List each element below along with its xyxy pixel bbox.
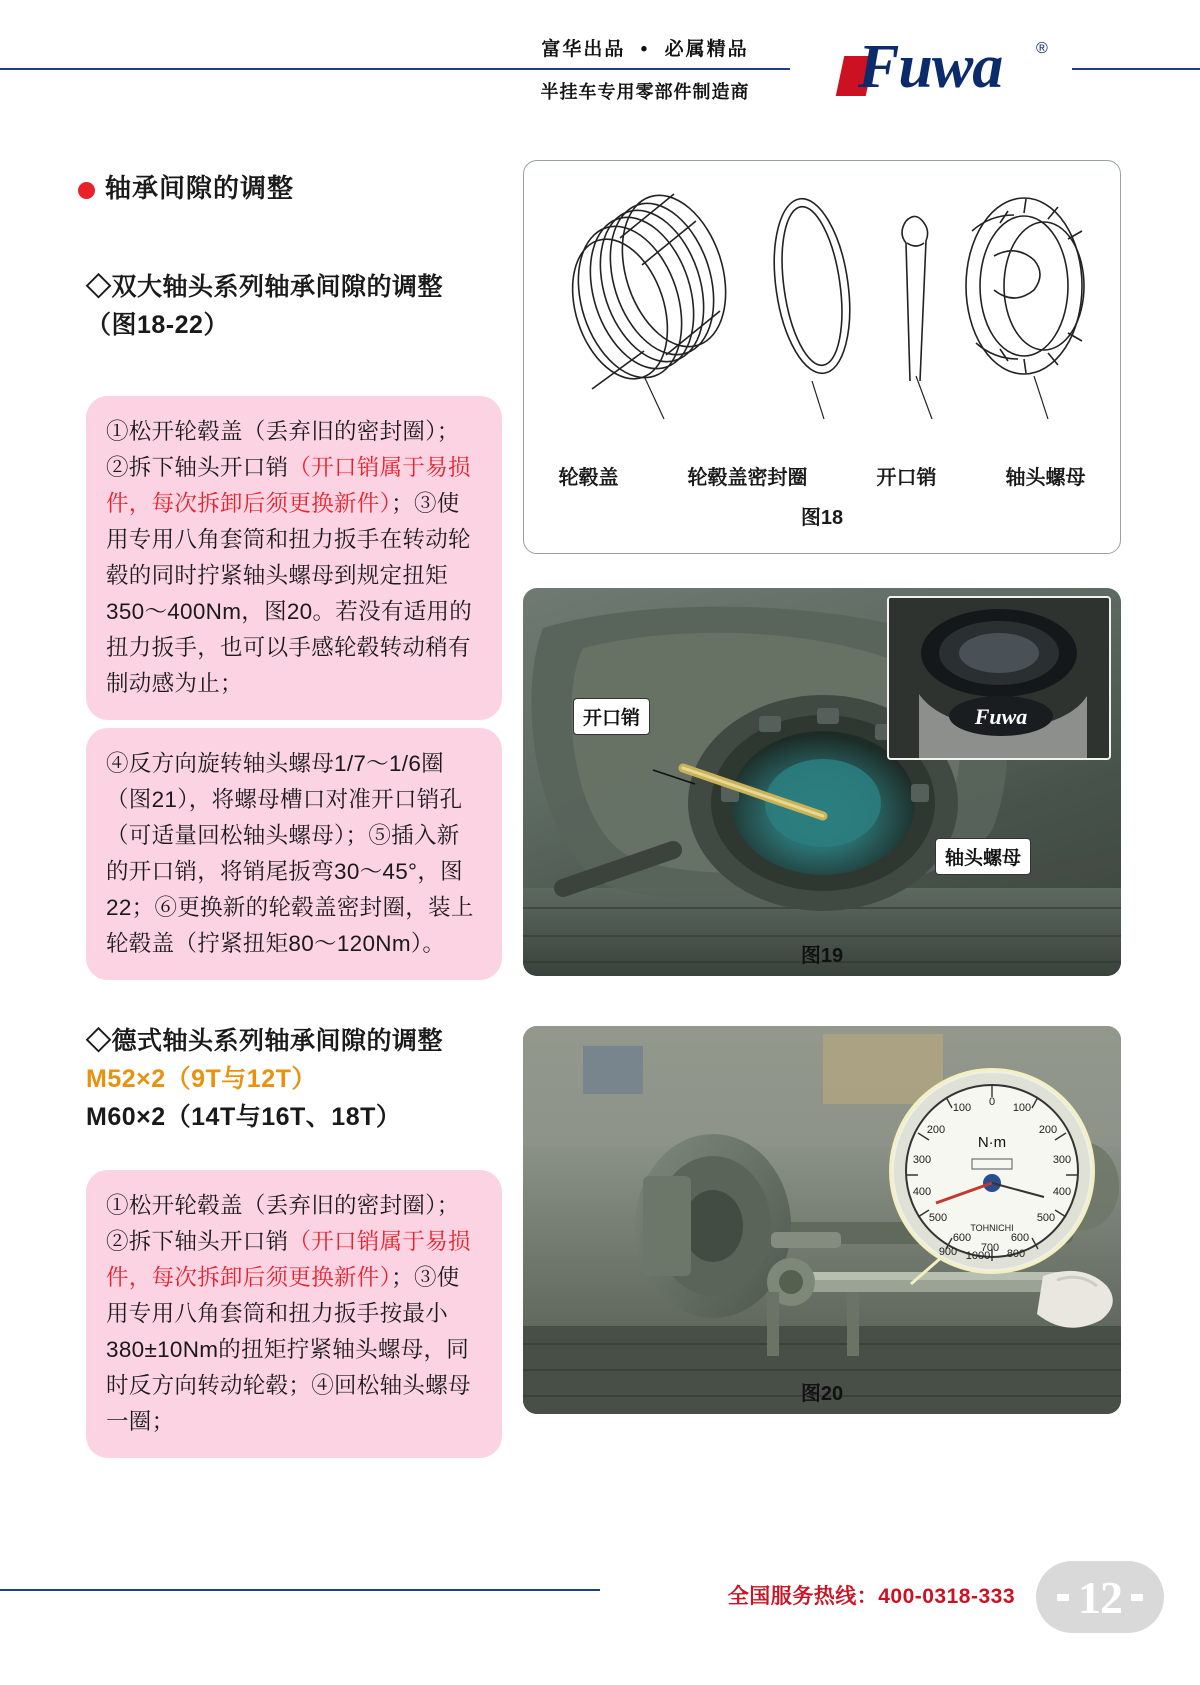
svg-text:TOHNICHI: TOHNICHI [970,1223,1014,1233]
note-box-3 [86,1170,502,1458]
figure-18-caption: 图18 [800,507,844,529]
note1-segment-4: ③使用专用八角套筒和扭力扳手在转动轮毂的同时拧紧轴头螺母到规定扭矩350～400Nm，图20。若没有适用的扭力扳手，也可以手感轮毂转动稍有制动感为止； [106,491,473,696]
svg-text:300: 300 [912,1154,932,1166]
note3-segment-0: ①松开轮毂盖（丢弃旧的密封圈）； [106,1193,460,1218]
subsection-title-1-line2: （图18-22） [86,311,229,339]
svg-text:700: 700 [980,1242,1000,1254]
header-rule-left [0,68,500,70]
slogan-right: 必属精品 [664,39,749,60]
subsection-title-2-line2: M52×2（9T与12T） [86,1065,317,1093]
svg-text:600: 600 [1010,1232,1030,1244]
svg-text:Fuwa: Fuwa [974,704,1028,729]
note3-segment-5: ④回松轴头螺母一圈； [106,1373,471,1434]
svg-text:900: 900 [938,1246,958,1258]
svg-text:500: 500 [928,1212,948,1224]
svg-text:100: 100 [952,1102,972,1114]
note3-segment-2: （开口销属于易损件，每次拆卸后须更换新件） [106,1229,471,1290]
subsection-title-1-line1: ◇双大轴头系列轴承间隙的调整 [86,273,444,301]
svg-text:100: 100 [1012,1102,1032,1114]
note2-segment-1: ⑤插入新的开口销，将销尾扳弯30～45°，图22； [106,823,463,920]
fuwa-logo [840,33,1070,108]
svg-text:400: 400 [1052,1186,1072,1198]
header-slogan [500,34,790,67]
figure-18-part-labels [524,461,1120,490]
slogan-line2: 半挂车专用零部件制造商 [540,82,750,102]
footer-rule [0,1589,600,1591]
figure-18-part-0: 轮毂盖 [558,467,619,489]
figure-18-part-3: 轴头螺母 [1005,467,1086,489]
service-hotline: 全国服务热线：400-0318-333 [727,1585,1015,1608]
note1-segment-2: （开口销属于易损件，每次拆卸后须更换新件） [106,455,471,516]
figure-18-drawing [524,161,1122,461]
page-title [78,168,294,205]
figure-19-caption: 图19 [800,945,844,967]
subsection-title-2-line3: M60×2（14T与16T、18T） [86,1103,402,1131]
torque-gauge-illustration [892,1071,1092,1271]
note3-segment-1: ②拆下轴头开口销 [106,1229,289,1254]
page-number: 12 [1078,1571,1122,1623]
svg-text:800: 800 [1006,1248,1026,1260]
figure-20-gauge-inset [889,1068,1095,1274]
svg-text:200: 200 [1038,1124,1058,1136]
figure-20-photo [523,1026,1121,1414]
page-number-badge [1036,1561,1164,1633]
svg-text:600: 600 [952,1232,972,1244]
subsection-title-2-line1: ◇德式轴头系列轴承间隙的调整 [86,1027,444,1055]
slogan-separator: • [640,39,650,60]
page-dash-left-icon [1057,1594,1069,1601]
svg-text:1000: 1000 [965,1250,991,1262]
note2-segment-2: ⑥更换新的轮毂盖密封圈，装上轮毂盖（拧紧扭矩80～120Nm）。 [106,895,474,956]
page-dash-right-icon [1131,1594,1143,1601]
note-box-1 [86,396,502,720]
figure-19-inset [887,596,1111,760]
header-rule-right [1072,68,1200,70]
note1-segment-1: ②拆下轴头开口销 [106,455,289,480]
figure-18-part-2: 开口销 [876,467,937,489]
svg-text:400: 400 [912,1186,932,1198]
subsection-title-2 [86,1022,516,1136]
figure-19-callout-axle-nut: 轴头螺母 [935,838,1031,875]
svg-text:N·m: N·m [977,1134,1007,1151]
figure-19-callout-cotter-pin: 开口销 [573,698,650,735]
figure-19-inset-illustration [889,598,1109,758]
figure-19-photo [523,588,1121,976]
note3-segment-4: ③使用专用八角套筒和扭力扳手按最小380±10Nm的扭矩拧紧轴头螺母，同时反方向转动轮毂； [106,1265,470,1398]
figure-18 [523,160,1121,554]
figure-20-caption: 图20 [800,1383,844,1405]
logo-registered-icon: ® [1036,40,1048,57]
page-header [0,0,1200,130]
svg-text:500: 500 [1036,1212,1056,1224]
bullet-dot-icon [78,182,95,199]
subsection-title-1 [86,268,506,344]
svg-text:200: 200 [926,1124,946,1136]
note3-segment-3: ； [391,1265,414,1290]
header-subslogan [500,78,790,104]
svg-text:0: 0 [988,1096,996,1108]
note2-segment-0: ④反方向旋转轴头螺母1/7～1/6圈（图21），将螺母槽口对准开口销孔（可适量回松轴头螺母）； [106,751,463,848]
slogan-left: 富华出品 [541,39,626,60]
note1-segment-3: ； [391,491,414,516]
logo-wordmark: Fuwa [858,33,1003,101]
page-title-text: 轴承间隙的调整 [105,173,295,203]
figure-18-part-1: 轮毂盖密封圈 [687,467,808,489]
svg-text:300: 300 [1052,1154,1072,1166]
header-rule-center [500,68,790,70]
note-box-2 [86,728,502,980]
note1-segment-0: ①松开轮毂盖（丢弃旧的密封圈）； [106,419,460,444]
